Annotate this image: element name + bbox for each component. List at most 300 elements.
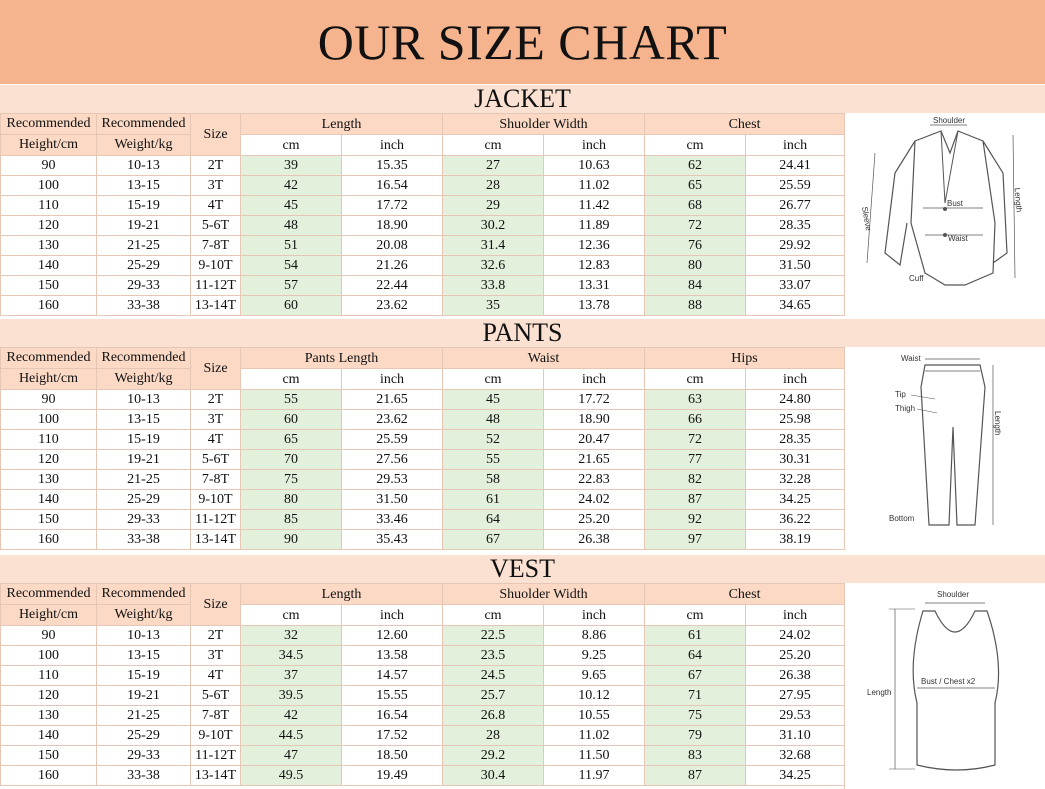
table-cell: 4T [191, 196, 241, 216]
table-cell: 31.50 [746, 256, 845, 276]
table-cell: 17.72 [342, 196, 443, 216]
table-row [1, 410, 845, 430]
table-cell: 5-6T [191, 450, 241, 470]
header-cm: cm [645, 369, 746, 390]
table-cell: 100 [1, 646, 97, 666]
svg-text:Bottom: Bottom [889, 514, 915, 523]
svg-text:Cuff: Cuff [909, 274, 924, 283]
header-row [1, 114, 845, 135]
header-group: Chest [645, 584, 845, 605]
table-cell: 120 [1, 450, 97, 470]
table-row [1, 746, 845, 766]
table-cell: 9-10T [191, 256, 241, 276]
table-cell: 15.35 [342, 156, 443, 176]
table-cell: 11-12T [191, 510, 241, 530]
table-cell: 11.02 [544, 726, 645, 746]
table-cell: 63 [645, 390, 746, 410]
table-cell: 110 [1, 666, 97, 686]
table-cell: 72 [645, 430, 746, 450]
header-height: Height/cm [1, 369, 97, 390]
header-row [1, 369, 845, 390]
table-cell: 25-29 [97, 726, 191, 746]
table-cell: 33.07 [746, 276, 845, 296]
table-cell: 25.59 [746, 176, 845, 196]
table-cell: 45 [241, 196, 342, 216]
table-cell: 29 [443, 196, 544, 216]
table-cell: 42 [241, 176, 342, 196]
table-cell: 27.95 [746, 686, 845, 706]
table-cell: 110 [1, 430, 97, 450]
header-inch: inch [746, 135, 845, 156]
table-cell: 12.36 [544, 236, 645, 256]
table-cell: 79 [645, 726, 746, 746]
table-cell: 85 [241, 510, 342, 530]
table-cell: 29.53 [342, 470, 443, 490]
section-title: JACKET [0, 85, 1045, 113]
header-row [1, 348, 845, 369]
table-cell: 28.35 [746, 430, 845, 450]
table-cell: 66 [645, 410, 746, 430]
header-cm: cm [645, 135, 746, 156]
table-row [1, 510, 845, 530]
table-cell: 10.63 [544, 156, 645, 176]
table-cell: 24.5 [443, 666, 544, 686]
table-cell: 10-13 [97, 156, 191, 176]
svg-text:Shoulder: Shoulder [933, 116, 966, 125]
header-size: Size [191, 584, 241, 626]
table-cell: 70 [241, 450, 342, 470]
table-row [1, 196, 845, 216]
table-cell: 48 [241, 216, 342, 236]
svg-text:Sleeve: Sleeve [859, 205, 874, 232]
table-cell: 15-19 [97, 666, 191, 686]
table-cell: 39 [241, 156, 342, 176]
table-cell: 68 [645, 196, 746, 216]
table-cell: 21-25 [97, 470, 191, 490]
table-cell: 87 [645, 766, 746, 786]
table-cell: 22.5 [443, 626, 544, 646]
table-cell: 13-15 [97, 176, 191, 196]
table-cell: 8.86 [544, 626, 645, 646]
table-cell: 37 [241, 666, 342, 686]
table-cell: 120 [1, 686, 97, 706]
table-cell: 61 [443, 490, 544, 510]
table-cell: 16.54 [342, 176, 443, 196]
vest-section [0, 554, 1045, 783]
pants-section [0, 318, 1045, 547]
svg-text:Waist: Waist [901, 354, 921, 363]
table-cell: 18.90 [544, 410, 645, 430]
table-cell: 25-29 [97, 490, 191, 510]
table-cell: 160 [1, 766, 97, 786]
table-cell: 76 [645, 236, 746, 256]
header-size: Size [191, 114, 241, 156]
table-cell: 51 [241, 236, 342, 256]
table-cell: 17.52 [342, 726, 443, 746]
pants-diagram-icon [844, 347, 1045, 549]
table-cell: 13-14T [191, 296, 241, 316]
header-weight: Weight/kg [97, 135, 191, 156]
table-cell: 19-21 [97, 686, 191, 706]
svg-text:Length: Length [867, 688, 892, 697]
table-cell: 11-12T [191, 746, 241, 766]
table-cell: 16.54 [342, 706, 443, 726]
table-cell: 90 [1, 626, 97, 646]
table-cell: 140 [1, 256, 97, 276]
table-cell: 160 [1, 530, 97, 550]
table-cell: 87 [645, 490, 746, 510]
table-cell: 3T [191, 176, 241, 196]
table-cell: 5-6T [191, 216, 241, 236]
table-row [1, 176, 845, 196]
header-height: Height/cm [1, 135, 97, 156]
table-row [1, 686, 845, 706]
table-cell: 65 [645, 176, 746, 196]
header-recommended-height: Recommended [1, 348, 97, 369]
table-row [1, 666, 845, 686]
table-cell: 13-15 [97, 646, 191, 666]
table-cell: 32.6 [443, 256, 544, 276]
table-cell: 60 [241, 296, 342, 316]
table-cell: 77 [645, 450, 746, 470]
header-inch: inch [544, 135, 645, 156]
table-cell: 13-15 [97, 410, 191, 430]
table-cell: 13.78 [544, 296, 645, 316]
table-cell: 90 [1, 390, 97, 410]
table-cell: 29-33 [97, 276, 191, 296]
section-title: PANTS [0, 319, 1045, 347]
table-cell: 48 [443, 410, 544, 430]
table-cell: 26.38 [746, 666, 845, 686]
table-cell: 4T [191, 430, 241, 450]
table-cell: 26.8 [443, 706, 544, 726]
table-cell: 24.02 [544, 490, 645, 510]
table-row [1, 430, 845, 450]
header-row [1, 605, 845, 626]
table-cell: 11-12T [191, 276, 241, 296]
table-cell: 100 [1, 410, 97, 430]
table-cell: 34.5 [241, 646, 342, 666]
table-cell: 11.97 [544, 766, 645, 786]
table-cell: 4T [191, 666, 241, 686]
header-recommended-weight: Recommended [97, 348, 191, 369]
table-cell: 9-10T [191, 726, 241, 746]
table-cell: 90 [241, 530, 342, 550]
size-table [0, 113, 845, 316]
table-row [1, 216, 845, 236]
section-title: VEST [0, 555, 1045, 583]
table-cell: 47 [241, 746, 342, 766]
table-cell: 25.7 [443, 686, 544, 706]
table-cell: 58 [443, 470, 544, 490]
table-cell: 21-25 [97, 236, 191, 256]
table-cell: 90 [1, 156, 97, 176]
table-cell: 25.98 [746, 410, 845, 430]
table-cell: 18.90 [342, 216, 443, 236]
table-cell: 7-8T [191, 706, 241, 726]
table-cell: 13-14T [191, 530, 241, 550]
table-cell: 21.65 [544, 450, 645, 470]
table-cell: 160 [1, 296, 97, 316]
table-cell: 33.46 [342, 510, 443, 530]
table-cell: 21.26 [342, 256, 443, 276]
table-cell: 23.5 [443, 646, 544, 666]
header-group: Length [241, 114, 443, 135]
table-cell: 31.10 [746, 726, 845, 746]
svg-text:Length: Length [993, 411, 1002, 436]
table-cell: 32.28 [746, 470, 845, 490]
table-cell: 9.65 [544, 666, 645, 686]
table-cell: 64 [645, 646, 746, 666]
table-cell: 13-14T [191, 766, 241, 786]
table-cell: 150 [1, 276, 97, 296]
table-cell: 140 [1, 490, 97, 510]
table-cell: 55 [443, 450, 544, 470]
table-cell: 28 [443, 726, 544, 746]
header-recommended-weight: Recommended [97, 114, 191, 135]
table-row [1, 766, 845, 786]
table-cell: 62 [645, 156, 746, 176]
table-cell: 65 [241, 430, 342, 450]
table-cell: 12.60 [342, 626, 443, 646]
table-cell: 30.2 [443, 216, 544, 236]
jacket-section [0, 84, 1045, 313]
table-cell: 35.43 [342, 530, 443, 550]
svg-text:Bust: Bust [947, 199, 964, 208]
table-cell: 18.50 [342, 746, 443, 766]
table-cell: 10-13 [97, 390, 191, 410]
table-cell: 34.25 [746, 490, 845, 510]
table-cell: 11.42 [544, 196, 645, 216]
table-cell: 84 [645, 276, 746, 296]
table-cell: 150 [1, 510, 97, 530]
jacket-diagram-icon [844, 113, 1045, 315]
table-row [1, 236, 845, 256]
header-inch: inch [342, 135, 443, 156]
header-cm: cm [241, 605, 342, 626]
table-cell: 100 [1, 176, 97, 196]
table-cell: 82 [645, 470, 746, 490]
header-group: Hips [645, 348, 845, 369]
table-cell: 17.72 [544, 390, 645, 410]
table-cell: 55 [241, 390, 342, 410]
table-cell: 23.62 [342, 296, 443, 316]
header-cm: cm [443, 369, 544, 390]
table-cell: 25.20 [544, 510, 645, 530]
table-cell: 130 [1, 236, 97, 256]
table-cell: 13.58 [342, 646, 443, 666]
vest-diagram-icon [844, 583, 1045, 789]
table-cell: 15-19 [97, 430, 191, 450]
svg-text:Thigh: Thigh [895, 404, 916, 413]
table-row [1, 646, 845, 666]
table-cell: 21-25 [97, 706, 191, 726]
table-cell: 29.53 [746, 706, 845, 726]
table-cell: 120 [1, 216, 97, 236]
table-cell: 7-8T [191, 236, 241, 256]
table-cell: 30.31 [746, 450, 845, 470]
table-cell: 140 [1, 726, 97, 746]
table-cell: 60 [241, 410, 342, 430]
table-cell: 92 [645, 510, 746, 530]
table-cell: 10.12 [544, 686, 645, 706]
table-row [1, 390, 845, 410]
table-cell: 54 [241, 256, 342, 276]
table-cell: 33-38 [97, 530, 191, 550]
table-cell: 88 [645, 296, 746, 316]
table-cell: 36.22 [746, 510, 845, 530]
table-cell: 25-29 [97, 256, 191, 276]
header-row [1, 584, 845, 605]
table-cell: 52 [443, 430, 544, 450]
table-cell: 3T [191, 410, 241, 430]
table-cell: 2T [191, 390, 241, 410]
table-cell: 33-38 [97, 296, 191, 316]
table-cell: 13.31 [544, 276, 645, 296]
table-cell: 45 [443, 390, 544, 410]
header-weight: Weight/kg [97, 369, 191, 390]
header-cm: cm [241, 369, 342, 390]
table-cell: 15.55 [342, 686, 443, 706]
title-banner [0, 0, 1045, 84]
table-cell: 49.5 [241, 766, 342, 786]
table-cell: 34.25 [746, 766, 845, 786]
table-cell: 22.83 [544, 470, 645, 490]
table-cell: 35 [443, 296, 544, 316]
table-cell: 28 [443, 176, 544, 196]
table-cell: 15-19 [97, 196, 191, 216]
header-inch: inch [342, 369, 443, 390]
table-cell: 7-8T [191, 470, 241, 490]
table-row [1, 296, 845, 316]
table-cell: 83 [645, 746, 746, 766]
table-row [1, 530, 845, 550]
size-table [0, 583, 845, 786]
table-row [1, 276, 845, 296]
table-cell: 26.77 [746, 196, 845, 216]
table-cell: 42 [241, 706, 342, 726]
table-cell: 61 [645, 626, 746, 646]
table-row [1, 450, 845, 470]
table-cell: 31.50 [342, 490, 443, 510]
table-cell: 110 [1, 196, 97, 216]
table-cell: 29-33 [97, 510, 191, 530]
table-cell: 38.19 [746, 530, 845, 550]
table-cell: 19.49 [342, 766, 443, 786]
table-cell: 39.5 [241, 686, 342, 706]
header-group: Shuolder Width [443, 584, 645, 605]
table-cell: 29-33 [97, 746, 191, 766]
table-cell: 11.89 [544, 216, 645, 236]
table-cell: 10.55 [544, 706, 645, 726]
size-table [0, 347, 845, 550]
table-cell: 64 [443, 510, 544, 530]
table-cell: 11.50 [544, 746, 645, 766]
header-row [1, 135, 845, 156]
header-inch: inch [746, 605, 845, 626]
header-cm: cm [443, 135, 544, 156]
header-cm: cm [443, 605, 544, 626]
header-recommended-height: Recommended [1, 114, 97, 135]
header-cm: cm [241, 135, 342, 156]
table-cell: 24.80 [746, 390, 845, 410]
header-group: Waist [443, 348, 645, 369]
table-cell: 10-13 [97, 626, 191, 646]
table-cell: 32.68 [746, 746, 845, 766]
table-cell: 22.44 [342, 276, 443, 296]
header-recommended-weight: Recommended [97, 584, 191, 605]
header-group: Chest [645, 114, 845, 135]
table-cell: 9.25 [544, 646, 645, 666]
table-cell: 33.8 [443, 276, 544, 296]
table-cell: 9-10T [191, 490, 241, 510]
table-cell: 2T [191, 626, 241, 646]
table-row [1, 726, 845, 746]
table-cell: 72 [645, 216, 746, 236]
table-cell: 19-21 [97, 450, 191, 470]
header-weight: Weight/kg [97, 605, 191, 626]
header-inch: inch [342, 605, 443, 626]
page-title: OUR SIZE CHART [317, 14, 728, 70]
svg-text:Bust / Chest x2: Bust / Chest x2 [921, 677, 976, 686]
header-recommended-height: Recommended [1, 584, 97, 605]
table-cell: 21.65 [342, 390, 443, 410]
table-cell: 27 [443, 156, 544, 176]
header-group: Shuolder Width [443, 114, 645, 135]
table-row [1, 626, 845, 646]
table-cell: 75 [241, 470, 342, 490]
table-cell: 11.02 [544, 176, 645, 196]
table-cell: 20.47 [544, 430, 645, 450]
table-cell: 30.4 [443, 766, 544, 786]
table-row [1, 156, 845, 176]
table-cell: 28.35 [746, 216, 845, 236]
table-cell: 25.59 [342, 430, 443, 450]
table-row [1, 490, 845, 510]
table-cell: 31.4 [443, 236, 544, 256]
svg-text:Length: Length [1012, 187, 1024, 213]
table-cell: 75 [645, 706, 746, 726]
header-inch: inch [746, 369, 845, 390]
table-cell: 3T [191, 646, 241, 666]
table-cell: 130 [1, 470, 97, 490]
table-cell: 24.41 [746, 156, 845, 176]
table-cell: 67 [645, 666, 746, 686]
header-inch: inch [544, 369, 645, 390]
header-inch: inch [544, 605, 645, 626]
table-row [1, 256, 845, 276]
table-cell: 26.38 [544, 530, 645, 550]
table-row [1, 706, 845, 726]
table-cell: 5-6T [191, 686, 241, 706]
table-cell: 33-38 [97, 766, 191, 786]
table-cell: 32 [241, 626, 342, 646]
header-group: Length [241, 584, 443, 605]
table-cell: 12.83 [544, 256, 645, 276]
header-size: Size [191, 348, 241, 390]
table-cell: 19-21 [97, 216, 191, 236]
table-cell: 67 [443, 530, 544, 550]
header-cm: cm [645, 605, 746, 626]
table-cell: 23.62 [342, 410, 443, 430]
table-cell: 130 [1, 706, 97, 726]
svg-text:Tip: Tip [895, 390, 906, 399]
svg-text:Waist: Waist [948, 234, 968, 243]
table-cell: 14.57 [342, 666, 443, 686]
table-cell: 80 [645, 256, 746, 276]
table-cell: 97 [645, 530, 746, 550]
table-cell: 80 [241, 490, 342, 510]
